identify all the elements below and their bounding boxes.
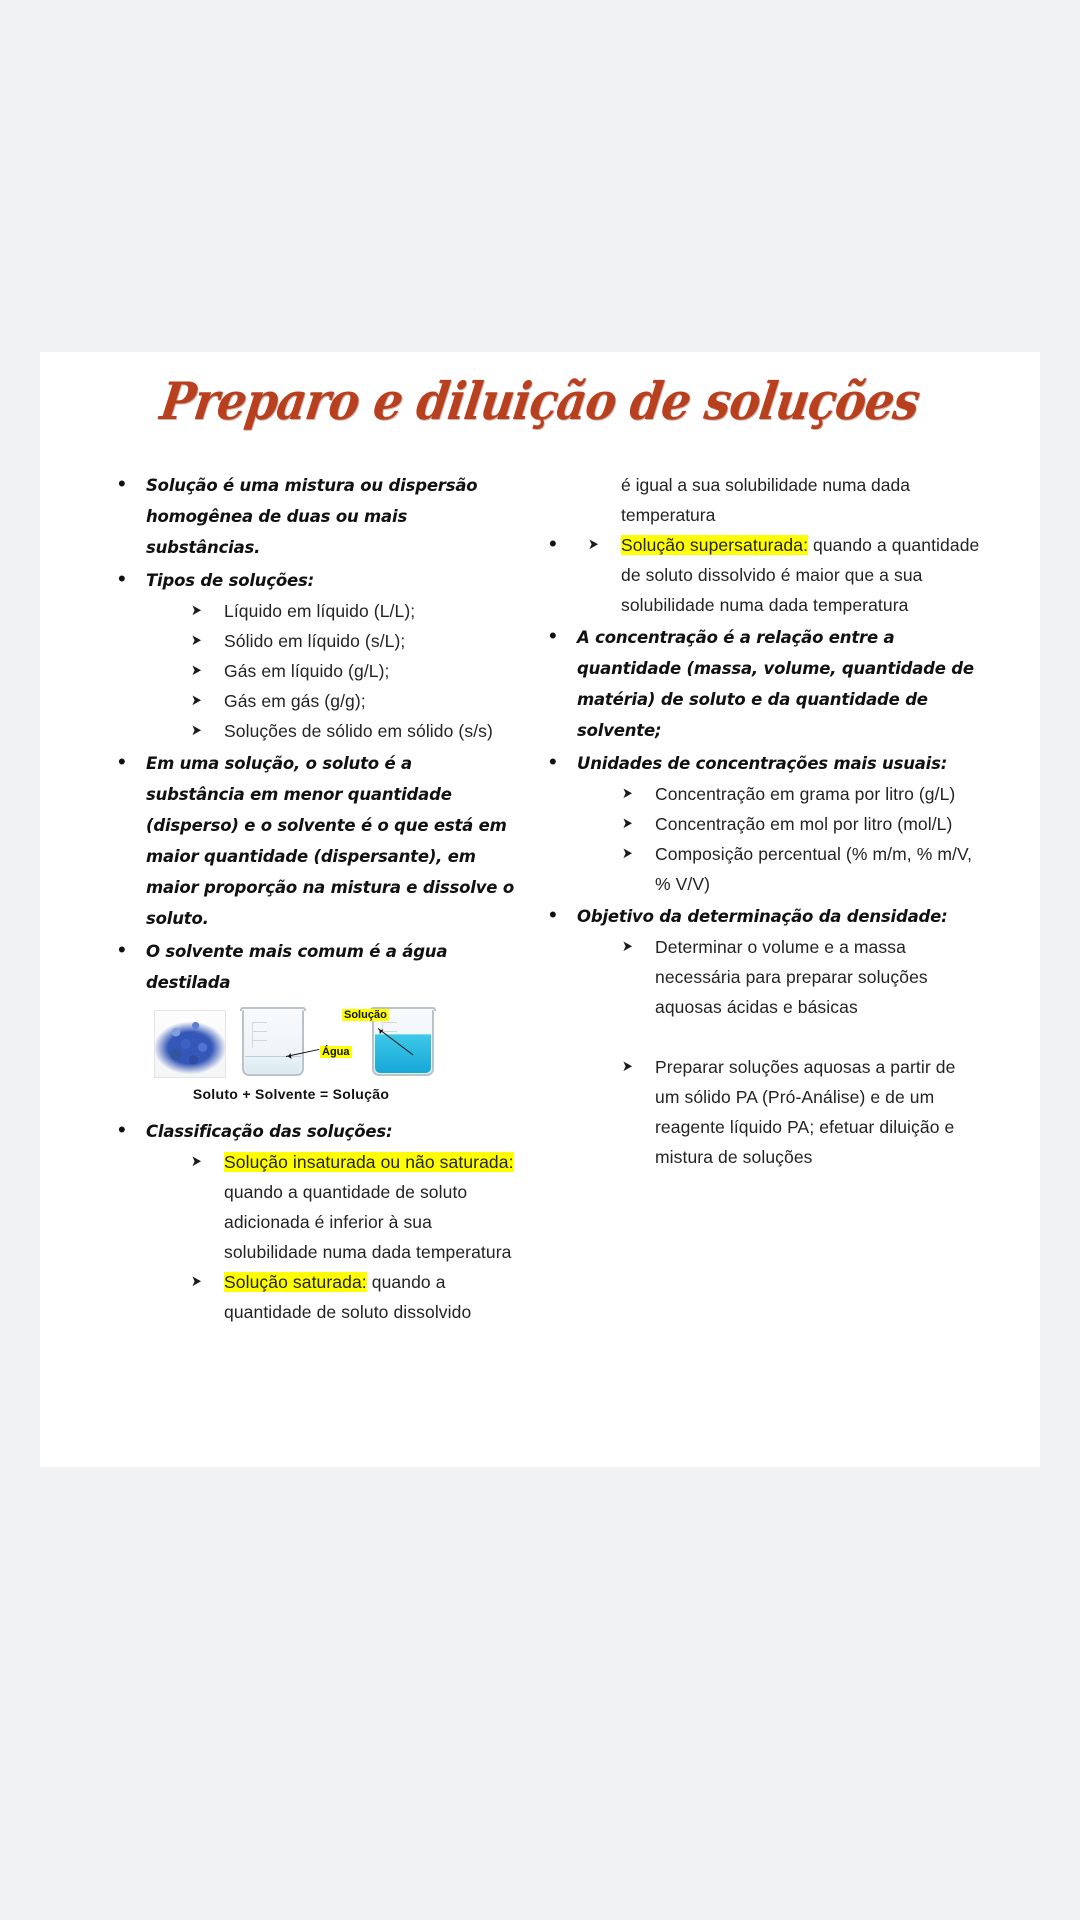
right-column: [515, 470, 1040, 1174]
list-item: [190, 656, 515, 686]
sub-bullet-text: ➤ Concentração em grama por litro (g/L): [655, 784, 956, 804]
list-spacer: [621, 1022, 980, 1052]
left-column: [40, 470, 515, 1329]
left-list: [112, 470, 515, 998]
figure-caption: Soluto + Solvente = Solução: [192, 1086, 390, 1102]
list-item: [621, 779, 980, 809]
bullet-text: • Unidades de concentrações mais usuais:: [577, 754, 948, 773]
beaker-graduation-marks: [252, 1022, 275, 1048]
sub-bullet-text: ➤ Gás em líquido (g/L);: [224, 661, 390, 681]
bullet-text: • Classificação das soluções:: [146, 1122, 393, 1141]
list-item: [587, 530, 980, 620]
sub-bullet-text: [621, 530, 980, 620]
right-list: [543, 530, 980, 1172]
list-item: [621, 1052, 980, 1172]
bullet-text: • Solução é uma mistura ou dispersão homogênea de duas ou mais substâncias.: [146, 476, 478, 557]
sub-bullet-text: ➤ Líquido em líquido (L/L);: [224, 601, 416, 621]
bullet-text: • Tipos de soluções:: [146, 571, 315, 590]
solution-types-list: [146, 596, 515, 746]
list-item: [112, 1116, 515, 1327]
list-item: [621, 839, 980, 899]
list-item-wrapper: [543, 530, 980, 620]
list-item: [621, 932, 980, 1022]
sub-bullet-text: [224, 1267, 515, 1327]
sub-bullet-text: ➤ Composição percentual (% m/m, % m/V, % V/V): [655, 844, 973, 894]
list-item: [190, 1267, 515, 1327]
list-item: [190, 1147, 515, 1267]
list-item: [112, 470, 515, 563]
agua-label: Água: [322, 1046, 350, 1058]
copper-sulfate-crystals-image: [154, 1010, 226, 1078]
list-item: [621, 809, 980, 839]
page-title: Preparo e diluição de soluções: [156, 370, 924, 432]
solucao-label: Solução: [344, 1009, 387, 1021]
list-item: [543, 622, 980, 746]
sub-bullet-rest: quando a quantidade de soluto dissolvido: [224, 1272, 472, 1322]
sub-bullet-text: ➤ Gás em gás (g/g);: [224, 691, 366, 711]
list-item: [543, 901, 980, 1172]
water-beaker-icon: [242, 1010, 304, 1076]
bullet-text: • O solvente mais comum é a água destilada: [146, 942, 448, 992]
soluto-solvente-solucao-figure: [146, 1006, 436, 1110]
sub-bullet-rest: quando a quantidade de soluto adicionada é inferior à sua solubilidade numa dada temperatura: [224, 1182, 512, 1262]
concentration-units-list: [577, 779, 980, 899]
supersaturada-list: [543, 530, 980, 620]
sub-bullet-text: [224, 1147, 515, 1267]
page-title-wrap: [40, 370, 1040, 432]
bullet-text: • Em uma solução, o soluto é a substância em menor quantidade (disperso) e o solvente é o que está em maior quantidade (dispersante), em maior proporção na mistura e dissolve o soluto.: [146, 754, 514, 928]
list-item: [543, 748, 980, 899]
continuation-text: é igual a sua solubilidade numa dada temperatura: [621, 475, 910, 525]
sub-bullet-text: ➤ Determinar o volume e a massa necessária para preparar soluções aquosas ácidas e básicas: [655, 937, 928, 1017]
figure-row: [146, 1006, 436, 1084]
bullet-text: • A concentração é a relação entre a quantidade (massa, volume, quantidade de matéria) de soluto e da quantidade de solvente;: [577, 628, 974, 740]
list-item: [112, 565, 515, 746]
sub-bullet-text: ➤ Sólido em líquido (s/L);: [224, 631, 406, 651]
list-item: [112, 748, 515, 934]
bullet-text: • Objetivo da determinação da densidade:: [577, 907, 948, 926]
objectives-list: [577, 932, 980, 1172]
sub-bullet-rest: quando a quantidade de soluto dissolvido é maior que a sua solubilidade numa dada temperatura: [621, 535, 980, 615]
solution-liquid: [375, 1034, 431, 1073]
list-item: [190, 686, 515, 716]
list-item: [190, 626, 515, 656]
list-item: [112, 936, 515, 998]
list-item: [190, 716, 515, 746]
sub-bullet-text: ➤ Concentração em mol por litro (mol/L): [655, 814, 953, 834]
left-list-continued: [112, 1116, 515, 1327]
sub-bullet-text: ➤ Preparar soluções aquosas a partir de um sólido PA (Pró-Análise) e de um reagente líquido PA; efetuar diluição e mistura de soluções: [655, 1057, 956, 1167]
list-item: [190, 596, 515, 626]
water-liquid: [245, 1056, 301, 1073]
highlighted-term: Solução supersaturada:: [621, 535, 809, 555]
note-page: [40, 352, 1040, 1467]
classification-list: [146, 1147, 515, 1327]
highlighted-term: Solução saturada:: [224, 1272, 367, 1292]
highlighted-term: Solução insaturada ou não saturada:: [224, 1152, 514, 1172]
two-column-body: [40, 470, 1040, 1329]
sub-bullet-text: ➤ Soluções de sólido em sólido (s/s): [224, 721, 493, 741]
